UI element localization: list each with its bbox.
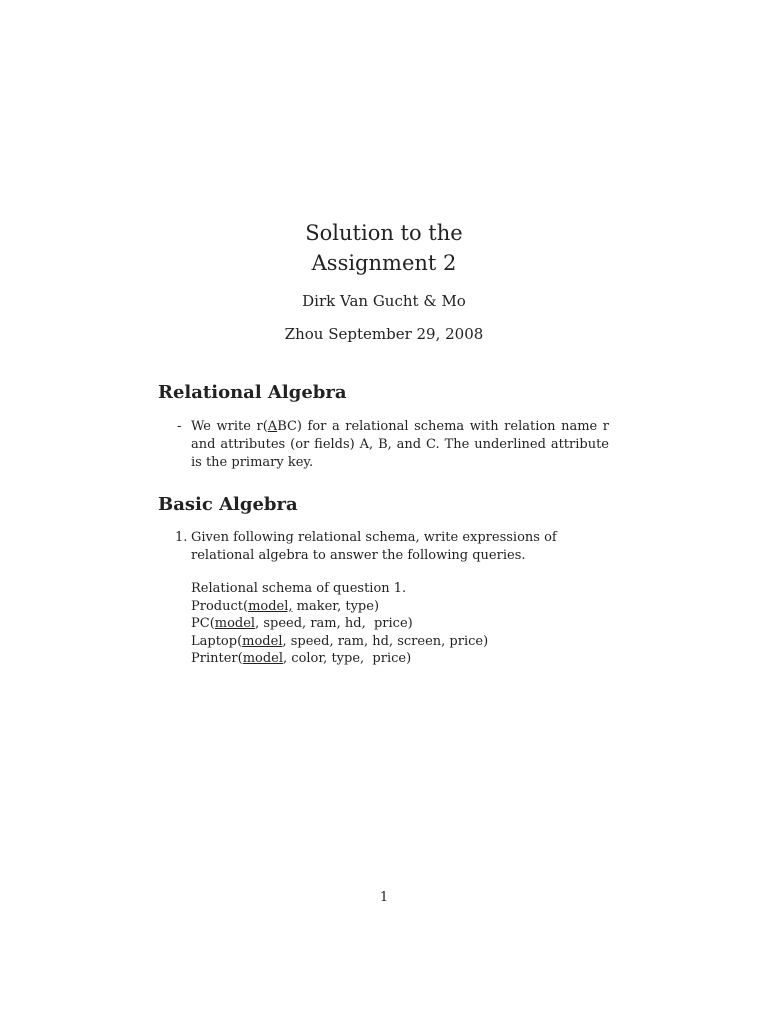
relation-name: PC( xyxy=(191,616,215,631)
document-author: Dirk Van Gucht & Mo xyxy=(302,292,466,310)
item-text: Given following relational schema, write expressions of relational algebra to answer the following queries. xyxy=(191,530,557,563)
relation-name: Laptop( xyxy=(191,633,243,649)
bullet-text-pre: We write r( xyxy=(191,419,268,434)
bullet-text-post: BC) for a relational schema with relation name r and attributes (or fields) A, B, and C. The underlined attribute is the primary key. xyxy=(191,419,609,470)
relation-attributes: maker, type) xyxy=(292,598,380,614)
relation-name: Product( xyxy=(191,598,249,614)
section-heading-basic-algebra: Basic Algebra xyxy=(158,494,298,515)
page-number: 1 xyxy=(379,890,389,905)
schema-caption: Relational schema of question 1. xyxy=(191,581,407,596)
relational-schema xyxy=(191,580,488,668)
primary-key-attribute: A xyxy=(267,419,278,434)
bullet-item xyxy=(177,418,609,472)
document-title xyxy=(0,218,768,278)
relation-attributes: , speed, ram, hd, screen, price) xyxy=(282,633,489,649)
title-line-1: Solution to the xyxy=(305,221,463,245)
bullet-dash: - xyxy=(177,419,182,434)
title-line-2: Assignment 2 xyxy=(311,251,457,275)
item-number: 1. xyxy=(175,530,188,545)
relation-name: Printer( xyxy=(191,651,243,666)
primary-key: model xyxy=(214,616,256,631)
schema-line-pc xyxy=(191,615,488,633)
relation-attributes: , color, type, price) xyxy=(283,651,412,666)
document-date: Zhou September 29, 2008 xyxy=(284,325,484,343)
primary-key: model xyxy=(242,651,284,666)
schema-line-printer xyxy=(191,650,488,668)
schema-line-laptop xyxy=(191,633,488,651)
primary-key: model, xyxy=(248,598,293,614)
schema-line-product xyxy=(191,598,488,616)
bullet-text xyxy=(177,418,609,472)
numbered-item xyxy=(175,529,595,565)
section-heading-relational-algebra: Relational Algebra xyxy=(158,382,347,403)
relation-attributes: , speed, ram, hd, price) xyxy=(255,616,413,631)
primary-key: model xyxy=(242,633,283,649)
